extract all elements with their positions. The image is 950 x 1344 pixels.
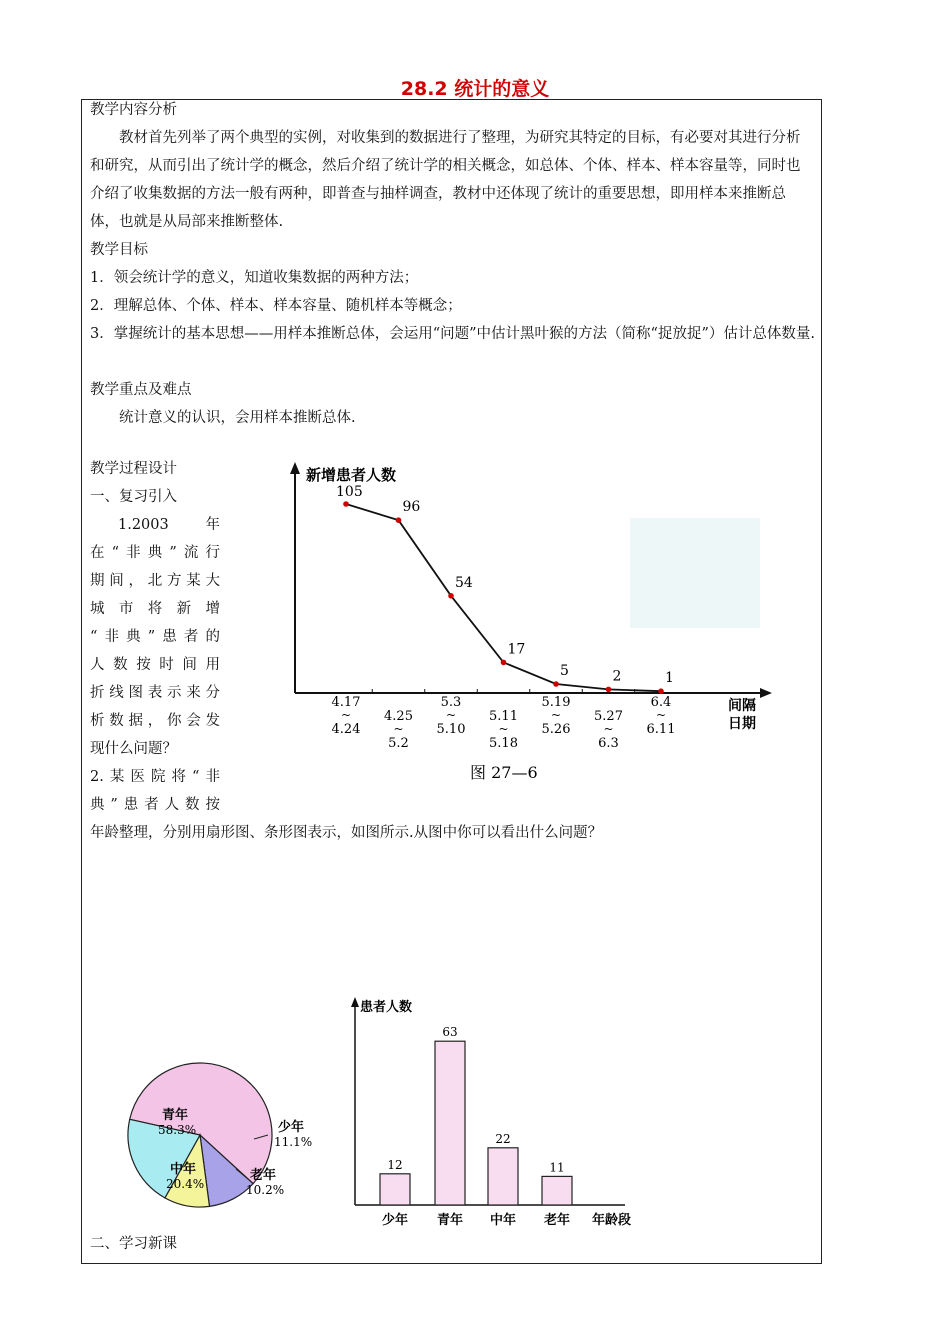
pie-slice-label: 中年 [170, 1162, 197, 1177]
page-title: 28.2 统计的意义 [400, 78, 550, 100]
x-tick-label-top: 5.19 [541, 695, 571, 710]
goal-item-3: 3．掌握统计的基本思想——用样本推断总体，会运用“问题”中估计黑叶猴的方法（简称“捉放捉”）估计总体数量. [90, 326, 815, 342]
data-point [448, 593, 454, 599]
q1-line: 城市将新增 [90, 601, 220, 617]
x-tick-sep: ~ [655, 708, 667, 722]
x-tick-label-top: 6.4 [650, 695, 672, 710]
x-tick-sep: ~ [393, 722, 404, 736]
goals-heading: 教学目标 [90, 242, 148, 258]
bar [488, 1148, 518, 1205]
review-heading: 一、复习引入 [90, 489, 177, 505]
x-tick-label-top: 5.3 [440, 695, 462, 710]
bar-chart [340, 995, 660, 1230]
x-tick-label-top: 5.11 [489, 709, 518, 724]
new-lesson-heading: 二、学习新课 [90, 1236, 177, 1252]
bar-category-label: 老年 [543, 1213, 571, 1228]
data-point [343, 501, 349, 507]
line-chart [270, 458, 790, 788]
bar [380, 1174, 410, 1205]
pie-chart [110, 1055, 340, 1215]
bar-value-label: 12 [387, 1157, 403, 1172]
bar-category-label: 少年 [381, 1213, 409, 1228]
line-xlabel-1: 间隔 [728, 698, 756, 714]
x-tick-label-top: 4.25 [384, 709, 413, 724]
x-tick-sep: ~ [445, 708, 457, 722]
x-tick-label-top: 5.27 [594, 709, 623, 724]
bar-category-label: 青年 [436, 1213, 464, 1228]
bar-value-label: 11 [549, 1160, 565, 1175]
analysis-heading: 教学内容分析 [90, 102, 177, 118]
bar-value-label: 22 [495, 1131, 511, 1146]
q2-rest: 年龄整理，分别用扇形图、条形图表示，如图所示.从图中你可以看出什么问题？ [90, 825, 603, 841]
key-heading: 教学重点及难点 [90, 382, 192, 398]
x-tick-label-bottom: 5.26 [541, 722, 571, 737]
q1-line: “非典”患者的 [90, 629, 220, 645]
analysis-text: 教材首先列举了两个典型的实例，对收集到的数据进行了整理，为研究其特定的目标，有必要对其进行分析和研究，从而引出了统计学的概念，然后介绍了统计学的相关概念，如总体、个体、样本、样本容量等，同时也介绍了收集数据的方法一般有两种，即普查与抽样调查，教材中还体现了统计的重要思想，即用样本来推断总体，也就是从局部来推断整体. [90, 130, 801, 230]
x-tick-sep: ~ [603, 722, 614, 736]
q1-line: 1.2003 年 [118, 517, 220, 533]
x-tick-label-bottom: 5.2 [388, 736, 409, 751]
q1-line: 析数据，你会发 [90, 713, 220, 729]
line-caption: 图 27—6 [470, 763, 538, 782]
x-tick-label-bottom: 5.10 [436, 722, 466, 737]
q1-line: 在“非典”流行 [90, 545, 220, 561]
data-point [658, 688, 664, 694]
goal-item-1: 1．领会统计学的意义，知道收集数据的两种方法； [90, 270, 419, 286]
bar-ylabel: 患者人数 [360, 1000, 413, 1015]
bar [542, 1176, 572, 1205]
pie-slice-value: 10.2% [246, 1183, 285, 1197]
bar [435, 1041, 465, 1205]
data-label: 17 [507, 641, 526, 658]
pie-slice-value: 11.1% [274, 1135, 313, 1149]
data-label: 54 [455, 574, 473, 591]
data-point [606, 687, 612, 693]
x-tick-label-bottom: 4.24 [331, 722, 361, 737]
key-text: 统计意义的认识，会用样本推断总体. [119, 410, 356, 426]
data-point [396, 517, 402, 523]
line-xlabel-2: 日期 [728, 716, 756, 732]
q2-line: 2.某医院将“非 [90, 769, 220, 785]
bar-category-label: 中年 [489, 1213, 517, 1228]
bar-xlabel: 年龄段 [592, 1213, 632, 1228]
goal-item-2: 2．理解总体、个体、样本、样本容量、随机样本等概念； [90, 298, 462, 314]
q1-line: 折线图表示来分 [90, 685, 220, 701]
pie-slice-label: 少年 [278, 1120, 305, 1135]
x-tick-label-top: 4.17 [331, 695, 361, 710]
data-label: 5 [560, 663, 569, 679]
x-tick-sep: ~ [340, 708, 352, 722]
q1-line: 期间，北方某大 [90, 573, 220, 589]
pie-slice-value: 20.4% [166, 1177, 205, 1191]
data-point [553, 681, 559, 687]
x-tick-label-bottom: 5.18 [489, 736, 518, 751]
data-label: 1 [665, 670, 674, 687]
pie-slice-label: 老年 [250, 1168, 277, 1183]
q1-line: 现什么问题？ [90, 741, 177, 757]
data-point [501, 660, 507, 666]
data-label: 105 [336, 484, 363, 500]
x-tick-sep: ~ [498, 722, 509, 736]
data-label: 96 [402, 499, 421, 516]
bar-value-label: 63 [442, 1025, 458, 1040]
q2-line: 典”患者人数按 [90, 797, 220, 813]
q1-line: 人数按时间用 [90, 657, 220, 673]
pie-slice-value: 58.3% [158, 1123, 197, 1137]
x-tick-sep: ~ [550, 708, 562, 722]
data-label: 2 [612, 668, 622, 685]
pie-slice-label: 青年 [162, 1108, 189, 1123]
process-heading: 教学过程设计 [90, 461, 177, 477]
x-tick-label-bottom: 6.11 [646, 722, 676, 737]
x-tick-label-bottom: 6.3 [598, 736, 619, 751]
line-ylabel: 新增患者人数 [306, 466, 397, 484]
